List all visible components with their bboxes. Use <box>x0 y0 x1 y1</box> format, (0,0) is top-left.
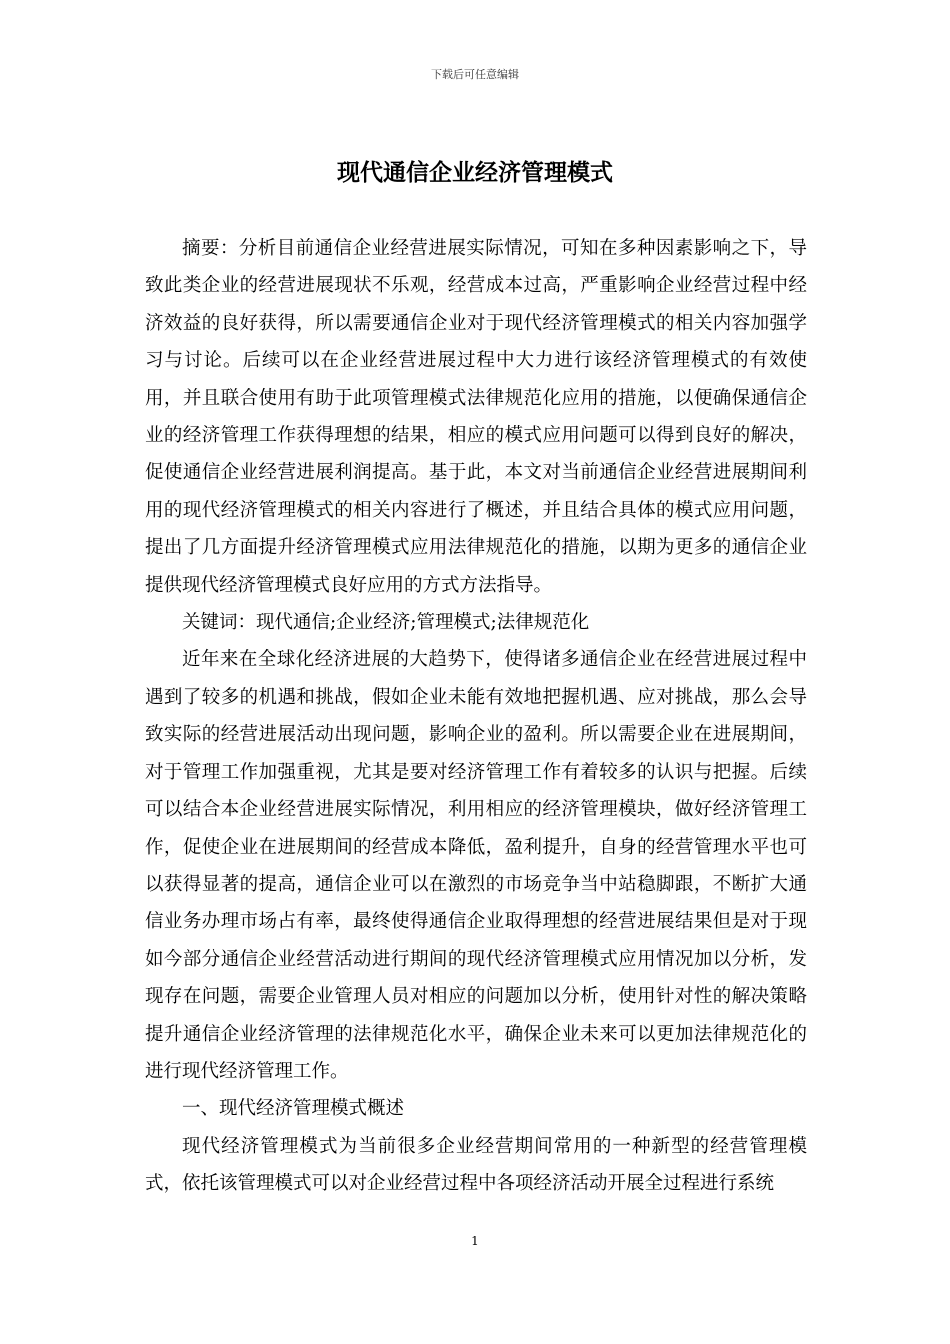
section-heading: 一、现代经济管理模式概述 <box>182 1098 405 1120</box>
page-header-note: 下载后可任意编辑 <box>431 68 519 81</box>
document-body <box>145 230 807 1203</box>
page-number: 1 <box>471 1234 479 1248</box>
section-paragraph: 现代经济管理模式为当前很多企业经营期间常用的一种新型的经营管理模式，依托该管理模式可以对企业经营过程中各项经济活动开展全过程进行系统 <box>145 1135 807 1195</box>
keywords-paragraph: 关键词：现代通信;企业经济;管理模式;法律规范化 <box>182 612 590 634</box>
abstract-paragraph: 摘要：分析目前通信企业经营进展实际情况，可知在多种因素影响之下，导致此类企业的经营进展现状不乐观，经营成本过高，严重影响企业经营过程中经济效益的良好获得，所以需要通信企业对于现代经济管理模式的相关内容加强学习与讨论。后续可以在企业经营进展过程中大力进行该经济管理模式的有效使用，并且联合使用有助于此项管理模式法律规范化应用的措施，以便确保通信企业的经济管理工作获得理想的结果，相应的模式应用问题可以得到良好的解决，促使通信企业经营进展利润提高。基于此，本文对当前通信企业经营进展期间利用的现代经济管理模式的相关内容进行了概述，并且结合具体的模式应用问题，提出了几方面提升经济管理模式应用法律规范化的措施，以期为更多的通信企业提供现代经济管理模式良好应用的方式方法指导。 <box>145 238 807 596</box>
document-title: 现代通信企业经济管理模式 <box>337 160 613 186</box>
intro-paragraph: 近年来在全球化经济进展的大趋势下，使得诸多通信企业在经营进展过程中遇到了较多的机遇和挑战，假如企业未能有效地把握机遇、应对挑战，那么会导致实际的经营进展活动出现问题，影响企业的盈利。所以需要企业在进展期间，对于管理工作加强重视，尤其是要对经济管理工作有着较多的认识与把握。后续可以结合本企业经营进展实际情况，利用相应的经济管理模块，做好经济管理工作，促使企业在进展期间的经营成本降低，盈利提升，自身的经营管理水平也可以获得显著的提高，通信企业可以在激烈的市场竞争当中站稳脚跟，不断扩大通信业务办理市场占有率，最终使得通信企业取得理想的经营进展结果但是对于现如今部分通信企业经营活动进行期间的现代经济管理模式应用情况加以分析，发现存在问题，需要企业管理人员对相应的问题加以分析，使用针对性的解决策略提升通信企业经济管理的法律规范化水平，确保企业未来可以更加法律规范化的进行现代经济管理工作。 <box>145 649 807 1082</box>
